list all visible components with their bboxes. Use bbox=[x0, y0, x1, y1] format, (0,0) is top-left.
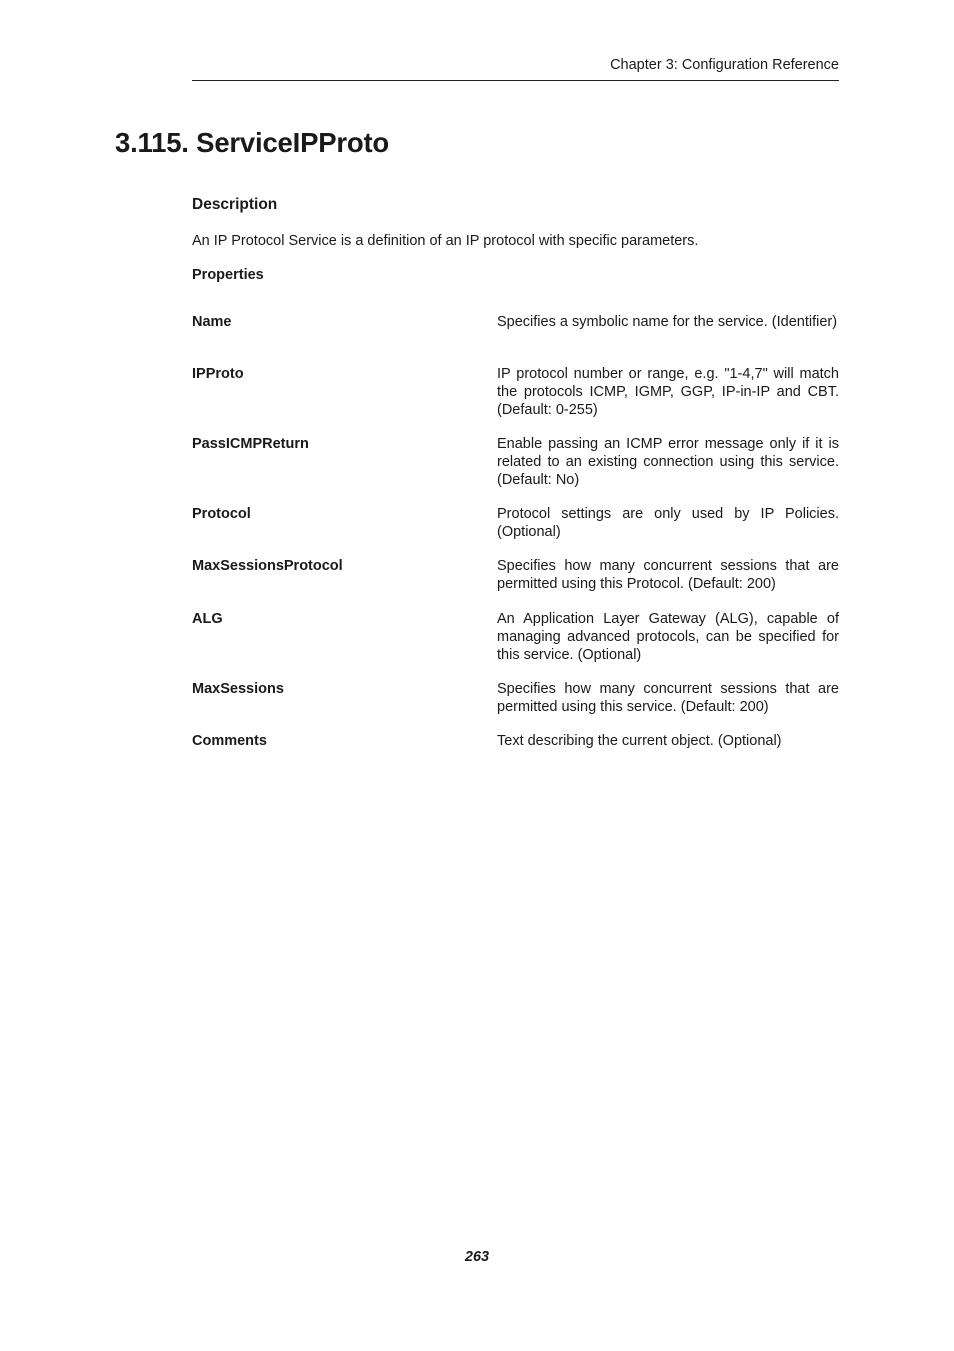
property-name: Protocol bbox=[192, 506, 251, 522]
property-name: Name bbox=[192, 314, 232, 330]
page-number: 263 bbox=[464, 1249, 490, 1265]
description-heading: Description bbox=[192, 196, 278, 213]
description-text: An IP Protocol Service is a definition of an IP protocol with specific parameters. bbox=[192, 233, 699, 249]
properties-heading: Properties bbox=[192, 267, 264, 283]
property-description: Enable passing an ICMP error message only if it is related to an existing connection using this service. (Default: No) bbox=[497, 436, 839, 488]
property-name: IPProto bbox=[192, 366, 244, 382]
property-name: PassICMPReturn bbox=[192, 436, 309, 452]
property-name: MaxSessions bbox=[192, 681, 284, 697]
property-name: MaxSessionsProtocol bbox=[192, 558, 343, 574]
property-description: Specifies how many concurrent sessions that are permitted using this service. (Default: 200) bbox=[497, 681, 839, 715]
running-header: Chapter 3: Configuration Reference bbox=[610, 57, 839, 73]
section-title: 3.115. ServiceIPProto bbox=[115, 127, 390, 158]
property-description: An Application Layer Gateway (ALG), capable of managing advanced protocols, can be specified for this service. (Optional) bbox=[497, 611, 839, 663]
property-description: Protocol settings are only used by IP Policies. (Optional) bbox=[497, 506, 839, 540]
property-description: Specifies a symbolic name for the service. (Identifier) bbox=[497, 314, 838, 330]
property-description: Specifies how many concurrent sessions that are permitted using this Protocol. (Default: 200) bbox=[497, 558, 839, 592]
property-name: Comments bbox=[192, 733, 267, 749]
property-description: IP protocol number or range, e.g. "1-4,7" will match the protocols ICMP, IGMP, GGP, IP-in-IP and CBT. (Default: 0-255) bbox=[497, 366, 839, 418]
property-description: Text describing the current object. (Optional) bbox=[497, 733, 782, 749]
property-name: ALG bbox=[192, 611, 223, 627]
header-rule bbox=[192, 80, 839, 81]
